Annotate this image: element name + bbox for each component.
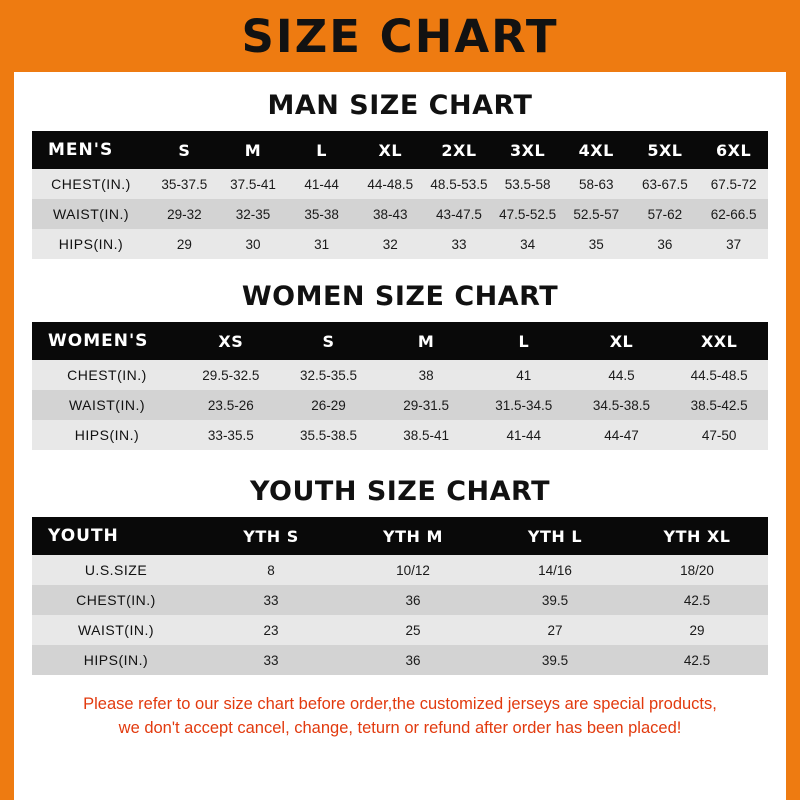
men-row-label-hips: HIPS(IN.)	[32, 229, 150, 259]
men-size-table	[32, 131, 768, 259]
men-waist-4xl: 52.5-57	[562, 199, 631, 229]
women-hips-xxl: 47-50	[670, 420, 768, 450]
youth-header-xl: YTH XL	[626, 517, 768, 555]
table-row	[32, 645, 768, 675]
men-hips-s: 29	[150, 229, 219, 259]
men-hips-5xl: 36	[631, 229, 700, 259]
women-header-xl: XL	[573, 322, 671, 360]
men-header-6xl: 6XL	[699, 131, 768, 169]
youth-header-label: YOUTH	[32, 517, 200, 555]
men-chest-l: 41-44	[287, 169, 356, 199]
footnote-line-2: we don't accept cancel, change, teturn or refund after order has been placed!	[118, 718, 682, 737]
women-row-label-waist: WAIST(IN.)	[32, 390, 182, 420]
women-chest-xs: 29.5-32.5	[182, 360, 280, 390]
youth-row-label-hips: HIPS(IN.)	[32, 645, 200, 675]
women-waist-s: 26-29	[280, 390, 378, 420]
women-waist-m: 29-31.5	[377, 390, 475, 420]
men-header-s: S	[150, 131, 219, 169]
youth-ussize-s: 8	[200, 555, 342, 585]
men-row-label-chest: CHEST(IN.)	[32, 169, 150, 199]
table-header-row	[32, 322, 768, 360]
youth-waist-l: 27	[484, 615, 626, 645]
footnote-line-1: Please refer to our size chart before order,the customized jerseys are special products,	[83, 695, 717, 713]
youth-ussize-xl: 18/20	[626, 555, 768, 585]
table-row	[32, 199, 768, 229]
men-header-m: M	[219, 131, 288, 169]
youth-header-m: YTH M	[342, 517, 484, 555]
men-chest-5xl: 63-67.5	[631, 169, 700, 199]
men-waist-2xl: 43-47.5	[425, 199, 494, 229]
women-header-l: L	[475, 322, 573, 360]
youth-hips-xl: 42.5	[626, 645, 768, 675]
table-row	[32, 390, 768, 420]
women-hips-s: 35.5-38.5	[280, 420, 378, 450]
table-row	[32, 360, 768, 390]
women-waist-xs: 23.5-26	[182, 390, 280, 420]
youth-hips-m: 36	[342, 645, 484, 675]
women-header-xs: XS	[182, 322, 280, 360]
youth-row-label-ussize: U.S.SIZE	[32, 555, 200, 585]
youth-waist-m: 25	[342, 615, 484, 645]
table-row	[32, 585, 768, 615]
youth-waist-xl: 29	[626, 615, 768, 645]
men-chest-xl: 44-48.5	[356, 169, 425, 199]
table-row	[32, 420, 768, 450]
table-row	[32, 229, 768, 259]
youth-ussize-l: 14/16	[484, 555, 626, 585]
youth-size-table	[32, 517, 768, 675]
women-chest-m: 38	[377, 360, 475, 390]
men-hips-6xl: 37	[699, 229, 768, 259]
man-section-title: MAN SIZE CHART	[267, 90, 533, 121]
table-row	[32, 615, 768, 645]
men-header-label: MEN'S	[32, 131, 150, 169]
women-size-table	[32, 322, 768, 450]
table-header-row	[32, 131, 768, 169]
women-section-title: WOMEN SIZE CHART	[241, 281, 559, 312]
men-chest-6xl: 67.5-72	[699, 169, 768, 199]
youth-ussize-m: 10/12	[342, 555, 484, 585]
page-title: SIZE CHART	[241, 9, 559, 63]
men-hips-m: 30	[219, 229, 288, 259]
women-chest-s: 32.5-35.5	[280, 360, 378, 390]
men-waist-5xl: 57-62	[631, 199, 700, 229]
women-row-label-chest: CHEST(IN.)	[32, 360, 182, 390]
men-hips-l: 31	[287, 229, 356, 259]
women-header-s: S	[280, 322, 378, 360]
men-waist-m: 32-35	[219, 199, 288, 229]
content	[14, 90, 786, 741]
men-waist-6xl: 62-66.5	[699, 199, 768, 229]
women-header-label: WOMEN'S	[32, 322, 182, 360]
women-chest-l: 41	[475, 360, 573, 390]
women-waist-xl: 34.5-38.5	[573, 390, 671, 420]
youth-waist-s: 23	[200, 615, 342, 645]
women-hips-l: 41-44	[475, 420, 573, 450]
men-chest-2xl: 48.5-53.5	[425, 169, 494, 199]
men-header-5xl: 5XL	[631, 131, 700, 169]
women-waist-xxl: 38.5-42.5	[670, 390, 768, 420]
men-hips-2xl: 33	[425, 229, 494, 259]
youth-chest-l: 39.5	[484, 585, 626, 615]
youth-hips-s: 33	[200, 645, 342, 675]
table-row	[32, 555, 768, 585]
men-chest-4xl: 58-63	[562, 169, 631, 199]
banner	[0, 0, 800, 72]
youth-chest-xl: 42.5	[626, 585, 768, 615]
youth-chest-s: 33	[200, 585, 342, 615]
youth-section-title: YOUTH SIZE CHART	[249, 476, 551, 507]
men-waist-xl: 38-43	[356, 199, 425, 229]
table-row	[32, 169, 768, 199]
women-hips-xs: 33-35.5	[182, 420, 280, 450]
men-chest-m: 37.5-41	[219, 169, 288, 199]
women-header-xxl: XXL	[670, 322, 768, 360]
women-chest-xl: 44.5	[573, 360, 671, 390]
youth-row-label-waist: WAIST(IN.)	[32, 615, 200, 645]
men-header-4xl: 4XL	[562, 131, 631, 169]
women-hips-m: 38.5-41	[377, 420, 475, 450]
table-header-row	[32, 517, 768, 555]
men-hips-3xl: 34	[493, 229, 562, 259]
women-hips-xl: 44-47	[573, 420, 671, 450]
men-header-2xl: 2XL	[425, 131, 494, 169]
men-header-l: L	[287, 131, 356, 169]
women-waist-l: 31.5-34.5	[475, 390, 573, 420]
men-header-3xl: 3XL	[493, 131, 562, 169]
youth-row-label-chest: CHEST(IN.)	[32, 585, 200, 615]
men-hips-4xl: 35	[562, 229, 631, 259]
men-header-xl: XL	[356, 131, 425, 169]
youth-chest-m: 36	[342, 585, 484, 615]
women-chest-xxl: 44.5-48.5	[670, 360, 768, 390]
men-chest-3xl: 53.5-58	[493, 169, 562, 199]
men-waist-s: 29-32	[150, 199, 219, 229]
footnote	[32, 693, 768, 741]
youth-hips-l: 39.5	[484, 645, 626, 675]
men-row-label-waist: WAIST(IN.)	[32, 199, 150, 229]
men-hips-xl: 32	[356, 229, 425, 259]
men-waist-l: 35-38	[287, 199, 356, 229]
men-waist-3xl: 47.5-52.5	[493, 199, 562, 229]
men-chest-s: 35-37.5	[150, 169, 219, 199]
women-row-label-hips: HIPS(IN.)	[32, 420, 182, 450]
women-header-m: M	[377, 322, 475, 360]
youth-header-l: YTH L	[484, 517, 626, 555]
youth-header-s: YTH S	[200, 517, 342, 555]
